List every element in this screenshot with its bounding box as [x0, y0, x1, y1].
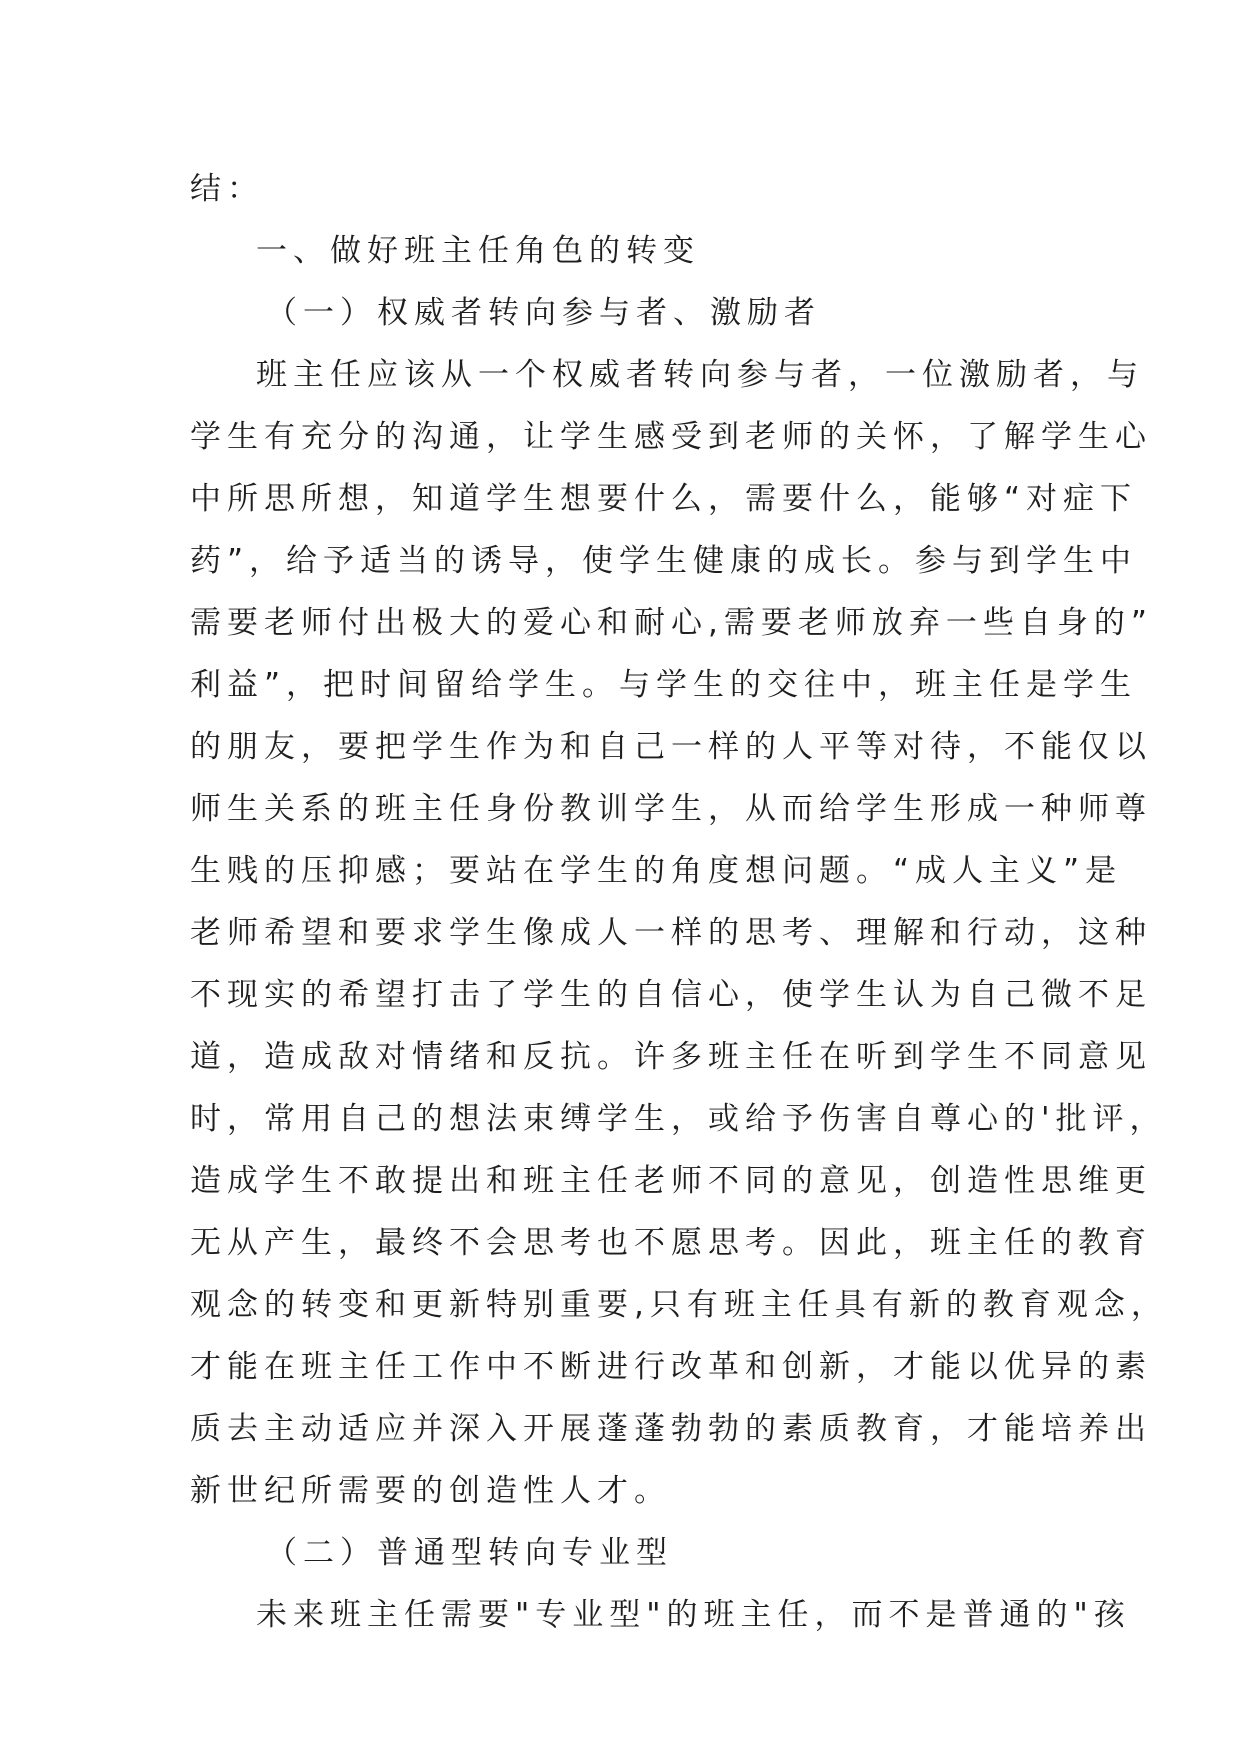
- subsection-heading: （一）权威者转向参与者、激励者: [266, 295, 821, 331]
- section-heading: 一、做好班主任角色的转变: [256, 233, 700, 269]
- document-body: [190, 158, 1168, 1646]
- text-line: 老师希望和要求学生像成人一样的思考、理解和行动，这种: [190, 915, 1152, 951]
- text-line: 需要老师付出极大的爱心和耐心,需要老师放弃一些自身的”: [190, 605, 1153, 641]
- text-line: 生贱的压抑感；要站在学生的角度想问题。“成人主义”是: [190, 853, 1123, 889]
- text-line: 才能在班主任工作中不断进行改革和创新，才能以优异的素: [190, 1349, 1152, 1385]
- text-line: 观念的转变和更新特别重要,只有班主任具有新的教育观念，: [190, 1287, 1168, 1323]
- text-line: 学生有充分的沟通，让学生感受到老师的关怀，了解学生心: [190, 419, 1152, 455]
- text-line: 的朋友，要把学生作为和自己一样的人平等对待，不能仅以: [190, 729, 1152, 765]
- text-line: 利益”，把时间留给学生。与学生的交往中，班主任是学生: [190, 667, 1138, 703]
- text-line: 道，造成敌对情绪和反抗。许多班主任在听到学生不同意见: [190, 1039, 1152, 1075]
- text-line: 中所思所想，知道学生想要什么，需要什么，能够“对症下: [190, 481, 1138, 517]
- text-line: 新世纪所需要的创造性人才。: [190, 1473, 671, 1509]
- text-line: 造成学生不敢提出和班主任老师不同的意见，创造性思维更: [190, 1163, 1152, 1199]
- paragraph-first-line: 班主任应该从一个权威者转向参与者，一位激励者，与: [256, 357, 1144, 393]
- text-line: 无从产生，最终不会思考也不愿思考。因此，班主任的教育: [190, 1225, 1152, 1261]
- text-line: 质去主动适应并深入开展蓬蓬勃勃的素质教育，才能培养出: [190, 1411, 1152, 1447]
- paragraph-first-line: 未来班主任需要"专业型"的班主任，而不是普通的"孩: [256, 1597, 1131, 1633]
- subsection-heading: （二）普通型转向专业型: [266, 1535, 673, 1571]
- text-line: 时，常用自己的想法束缚学生，或给予伤害自尊心的'批评，: [190, 1101, 1167, 1137]
- text-line: 不现实的希望打击了学生的自信心，使学生认为自己微不足: [190, 977, 1152, 1013]
- text-line: 师生关系的班主任身份教训学生，从而给学生形成一种师尊: [190, 791, 1152, 827]
- text-line: 药”，给予适当的诱导，使学生健康的成长。参与到学生中: [190, 543, 1138, 579]
- text-line: 结：: [190, 171, 264, 207]
